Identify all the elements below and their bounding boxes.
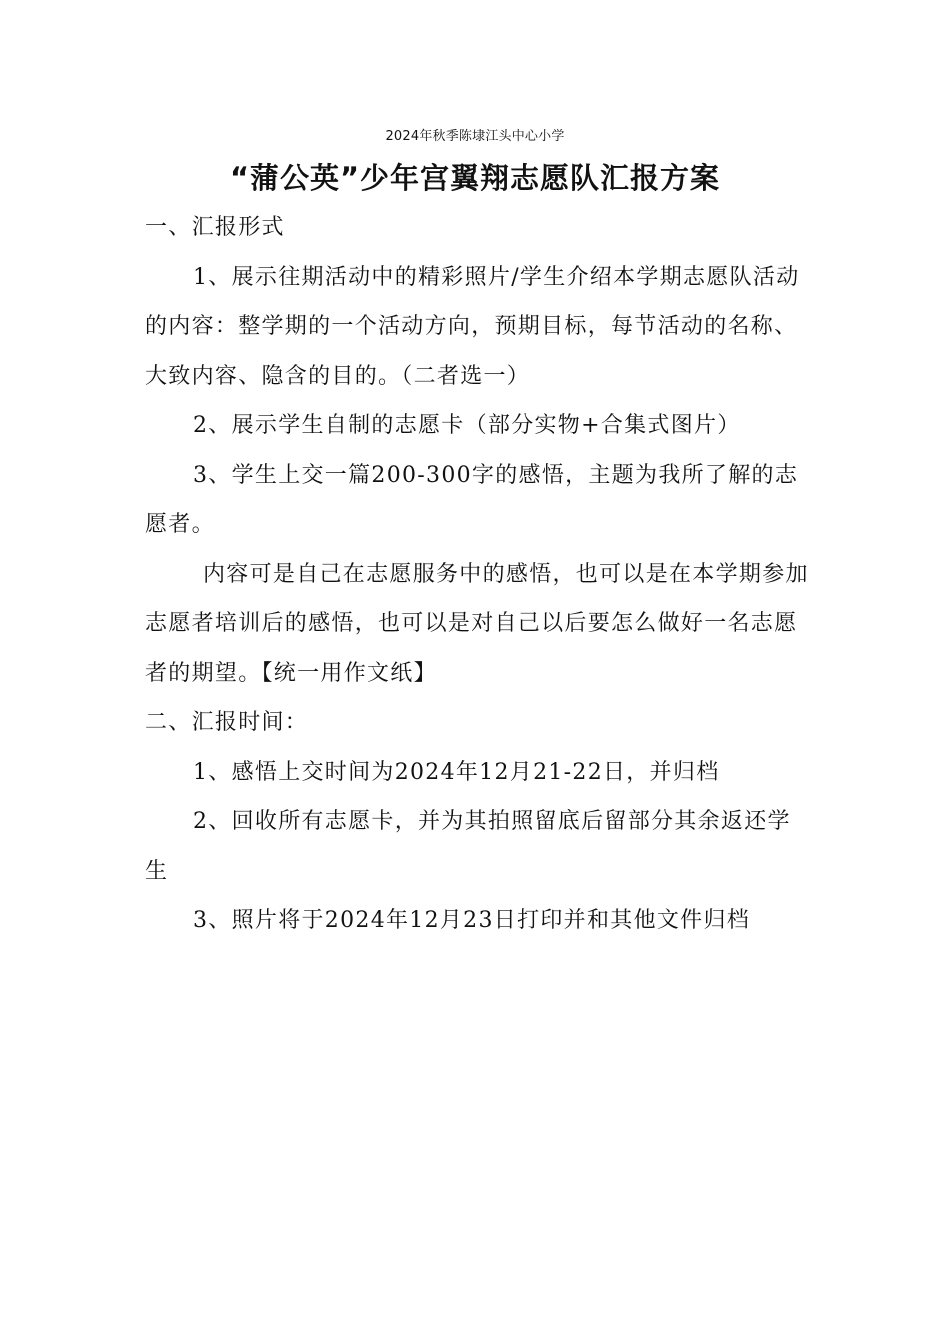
- section1-item1: 1、展示往期活动中的精彩照片/学生介绍本学期志愿队活动的内容：整学期的一个活动方向，预期目标，每节活动的名称、大致内容、隐含的目的。（二者选一）: [145, 264, 800, 389]
- section1-note: 内容可是自己在志愿服务中的感悟，也可以是在本学期参加志愿者培训后的感悟，也可以是对自己以后要怎么做好一名志愿者的期望。【统一用作文纸】: [145, 561, 809, 686]
- section1-item3: 3、学生上交一篇200-300字的感悟，主题为我所了解的志愿者。: [145, 462, 799, 537]
- section2-heading: 二、汇报时间：: [145, 710, 309, 735]
- section1-heading: 一、汇报形式: [145, 215, 285, 240]
- document-title: “蒲公英”少年宫翼翔志愿队汇报方案: [229, 161, 721, 195]
- section1-item2: 2、展示学生自制的志愿卡（部分实物+合集式图片）: [193, 413, 741, 438]
- section2-item3: 3、照片将于2024年12月23日打印并和其他文件归档: [193, 908, 751, 933]
- document-body: [145, 203, 810, 946]
- section2-item2: 2、回收所有志愿卡，并为其拍照留底后留部分其余返还学生: [145, 809, 791, 884]
- document-header: 2024年秋季陈埭江头中心小学: [385, 129, 565, 144]
- section2-item1: 1、感悟上交时间为2024年12月21-22日，并归档: [193, 759, 720, 785]
